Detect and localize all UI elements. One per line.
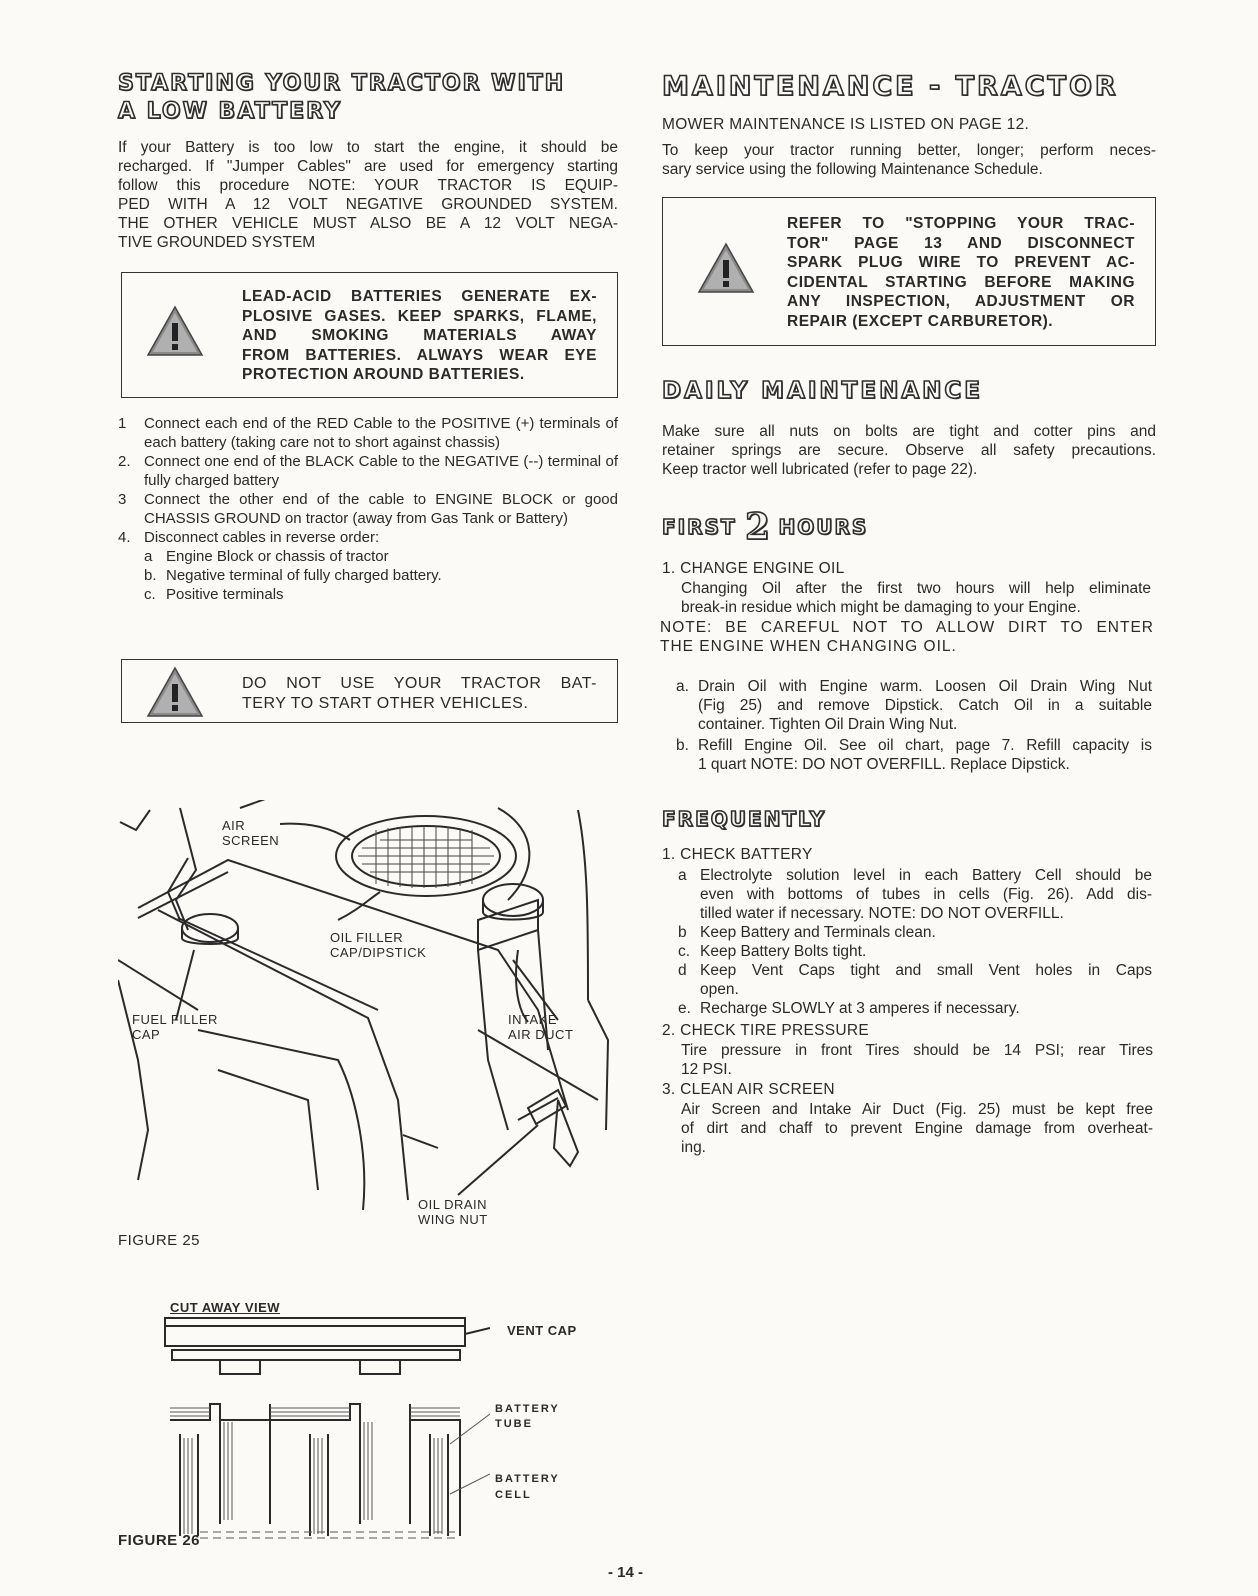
warning-line: DO NOT USE YOUR TRACTOR BAT- <box>242 675 597 692</box>
tire-pressure-text <box>681 1041 1153 1079</box>
oil-step-a <box>676 677 1152 734</box>
step-letter: a. <box>676 678 689 695</box>
figure-25-caption: FIGURE 25 <box>118 1232 201 1249</box>
warning-line: TOR" PAGE 13 AND DISCONNECT <box>787 234 1135 252</box>
label-screen: SCREEN <box>222 833 280 848</box>
intro-line: recharged. If "Jumper Cables" are used for emergency starting <box>118 158 618 175</box>
list-item <box>144 566 618 585</box>
step-letter: a <box>678 867 687 884</box>
intro-line: TIVE GROUNDED SYSTEM <box>118 234 316 251</box>
label-battery-cell: BATTERY <box>495 1473 560 1485</box>
warning-box-spark-plug <box>662 197 1156 346</box>
step-letter: d <box>678 962 687 979</box>
warning-triangle-icon <box>146 305 204 357</box>
list-item <box>678 942 1152 961</box>
text-line: break-in residue which might be damaging to your Engine. <box>681 599 1081 616</box>
left-intro <box>118 138 618 252</box>
label-intake: INTAKE <box>508 1012 557 1027</box>
warning-line: FROM BATTERIES. ALWAYS WEAR EYE <box>242 346 597 364</box>
step-number: 1 <box>118 415 127 432</box>
left-heading <box>118 70 565 126</box>
warning-line: TERY TO START OTHER VEHICLES. <box>242 694 529 712</box>
step-letter: e. <box>678 1000 691 1017</box>
intro-line: If your Battery is too low to start the engine, it should be <box>118 139 618 156</box>
step-number: 3 <box>118 491 127 508</box>
text-line: Keep Vent Caps tight and small Vent holes in Caps <box>700 962 1152 979</box>
warning-triangle-icon <box>146 666 204 718</box>
text-line: Keep Battery and Terminals clean. <box>700 924 936 941</box>
warning-triangle-icon <box>697 242 755 294</box>
warning-line: PROTECTION AROUND BATTERIES. <box>242 366 525 383</box>
text-line: Refill Engine Oil. See oil chart, page 7. Refill capacity is <box>698 737 1152 754</box>
label-cap-dipstick: CAP/DIPSTICK <box>330 945 427 960</box>
left-heading-line2: A LOW BATTERY <box>118 99 342 124</box>
step-text: Connect each end of the RED Cable to the POSITIVE (+) terminals of each battery (taking care not to short against chassis) <box>144 415 618 451</box>
daily-maintenance-heading: DAILY MAINTENANCE <box>662 378 983 404</box>
clean-air-screen-text <box>681 1100 1153 1157</box>
warning-line: AND SMOKING MATERIALS AWAY <box>242 327 597 344</box>
warning-line: CIDENTAL STARTING BEFORE MAKING <box>787 273 1135 291</box>
label-cut-away-view: CUT AWAY VIEW <box>170 1300 281 1315</box>
jumper-steps-list <box>118 414 618 604</box>
step-text: Disconnect cables in reverse order: <box>144 529 380 546</box>
label-air-duct: AIR DUCT <box>508 1027 574 1042</box>
list-item <box>678 866 1152 923</box>
text-line: Tire pressure in front Tires should be 14 PSI; rear Tires <box>681 1042 1153 1059</box>
text-line: 12 PSI. <box>681 1061 732 1078</box>
warning-line: LEAD-ACID BATTERIES GENERATE EX- <box>242 288 597 305</box>
label-cell: CELL <box>495 1489 532 1501</box>
label-vent-cap: VENT CAP <box>507 1323 577 1338</box>
warning-box-batteries <box>121 272 618 398</box>
text-line: NOTE: BE CAREFUL NOT TO ALLOW DIRT TO ENTER <box>660 619 1154 636</box>
text-line: Keep Battery Bolts tight. <box>700 943 867 960</box>
text-line: 1 quart NOTE: DO NOT OVERFILL. Replace Dipstick. <box>698 756 1070 773</box>
text-line: Electrolyte solution level in each Battery Cell should be <box>700 867 1152 884</box>
text-line: sary service using the following Maintenance Schedule. <box>662 161 1043 178</box>
first-hours-heading <box>662 506 868 546</box>
text-line: of dirt and chaff to prevent Engine damage from overheat- <box>681 1120 1153 1137</box>
warning-line: PLOSIVE GASES. KEEP SPARKS, FLAME, <box>242 307 597 325</box>
list-item <box>678 961 1152 999</box>
oil-note <box>660 618 1154 656</box>
tire-pressure-title: 2. CHECK TIRE PRESSURE <box>662 1022 870 1039</box>
label-oil-drain: OIL DRAIN <box>418 1197 488 1212</box>
step-text: Connect one end of the BLACK Cable to the NEGATIVE (--) terminal of fully charged battery <box>144 453 618 489</box>
list-item <box>118 490 618 528</box>
first-word: FIRST <box>662 515 737 539</box>
text-line: retainer springs are secure. Observe all safety precautions. <box>662 442 1156 459</box>
page-number: - 14 - <box>608 1564 644 1581</box>
intro-line: follow this procedure NOTE: YOUR TRACTOR IS EQUIP- <box>118 177 618 194</box>
figure-26-drawing <box>160 1314 490 1544</box>
figure-25-drawing <box>118 800 618 1220</box>
right-heading: MAINTENANCE - TRACTOR <box>662 71 1119 102</box>
text-line: tilled water if necessary. NOTE: DO NOT OVERFILL. <box>700 905 1064 922</box>
text-line: ing. <box>681 1139 706 1156</box>
daily-maintenance-text <box>662 422 1156 479</box>
intro-line: PED WITH A 12 VOLT NEGATIVE GROUNDED SYSTEM. <box>118 196 618 213</box>
text-line: (Fig 25) and remove Dipstick. Catch Oil in a suitable <box>698 697 1152 714</box>
label-cap: CAP <box>132 1027 161 1042</box>
text-line: Air Screen and Intake Air Duct (Fig. 25) must be kept free <box>681 1101 1153 1118</box>
label-tube: TUBE <box>495 1418 533 1430</box>
warning-line: SPARK PLUG WIRE TO PREVENT AC- <box>787 254 1135 271</box>
warning-line: ANY INSPECTION, ADJUSTMENT OR <box>787 293 1135 310</box>
text-line: open. <box>700 981 739 998</box>
text-line: Changing Oil after the first two hours will help eliminate <box>681 580 1151 597</box>
intro-line: THE OTHER VEHICLE MUST ALSO BE A 12 VOLT NEGA- <box>118 215 618 232</box>
list-item <box>678 999 1152 1018</box>
label-fuel-filler: FUEL FILLER <box>132 1012 218 1027</box>
text-line: container. Tighten Oil Drain Wing Nut. <box>698 716 958 733</box>
text-line: Make sure all nuts on bolts are tight and cotter pins and <box>662 423 1156 440</box>
text-line: To keep your tractor running better, longer; perform neces- <box>662 142 1156 159</box>
list-item <box>118 452 618 490</box>
step-letter: b. <box>676 737 689 754</box>
figure-26-caption: FIGURE 26 <box>118 1532 201 1549</box>
step-letter: b <box>678 924 687 941</box>
label-battery-tube: BATTERY <box>495 1403 560 1415</box>
label-wing-nut: WING NUT <box>418 1212 488 1227</box>
list-item <box>118 528 618 547</box>
label-oil-filler: OIL FILLER <box>330 930 404 945</box>
list-item <box>118 414 618 452</box>
keep-running-text <box>662 141 1156 179</box>
mower-note: MOWER MAINTENANCE IS LISTED ON PAGE 12. <box>662 116 1030 133</box>
step-number: 4. <box>118 529 131 546</box>
substep-letter: a <box>144 548 153 565</box>
step-text: Connect the other end of the cable to ENGINE BLOCK or good CHASSIS GROUND on tractor (away from Gas Tank or Battery) <box>144 491 618 527</box>
first-number: 2 <box>745 506 771 548</box>
battery-steps <box>678 866 1152 1018</box>
substep-letter: b. <box>144 567 157 584</box>
substep-text: Engine Block or chassis of tractor <box>166 548 389 565</box>
frequently-heading: FREQUENTLY <box>662 807 827 831</box>
warning-box-other-vehicles <box>121 659 618 723</box>
hours-word: HOURS <box>778 515 869 539</box>
text-line: Recharge SLOWLY at 3 amperes if necessary. <box>700 1000 1020 1017</box>
list-item <box>144 585 618 604</box>
substep-text: Positive terminals <box>166 586 284 603</box>
text-line: THE ENGINE WHEN CHANGING OIL. <box>660 638 957 655</box>
label-air: AIR <box>222 818 246 833</box>
oil-step-b <box>676 736 1152 774</box>
change-oil-title: 1. CHANGE ENGINE OIL <box>662 560 845 577</box>
check-battery-title: 1. CHECK BATTERY <box>662 846 813 863</box>
warning-text-spark-plug <box>787 214 1135 331</box>
list-item <box>678 923 1152 942</box>
change-oil-text <box>681 579 1151 617</box>
substep-letter: c. <box>144 586 156 603</box>
warning-text-other-vehicles <box>242 674 597 713</box>
step-number: 2. <box>118 453 131 470</box>
left-heading-line1: STARTING YOUR TRACTOR WITH <box>118 71 566 96</box>
text-line: Drain Oil with Engine warm. Loosen Oil Drain Wing Nut <box>698 678 1152 695</box>
text-line: Keep tractor well lubricated (refer to page 22). <box>662 461 978 478</box>
list-item <box>144 547 618 566</box>
clean-air-screen-title: 3. CLEAN AIR SCREEN <box>662 1081 835 1098</box>
warning-line: REPAIR (EXCEPT CARBURETOR). <box>787 312 1054 330</box>
text-line: even with bottoms of tubes in cells (Fig. 26). Add dis- <box>700 886 1152 903</box>
step-letter: c. <box>678 943 691 960</box>
warning-line: REFER TO "STOPPING YOUR TRAC- <box>787 215 1135 232</box>
substep-text: Negative terminal of fully charged battery. <box>166 567 442 584</box>
warning-text-batteries <box>242 287 597 385</box>
